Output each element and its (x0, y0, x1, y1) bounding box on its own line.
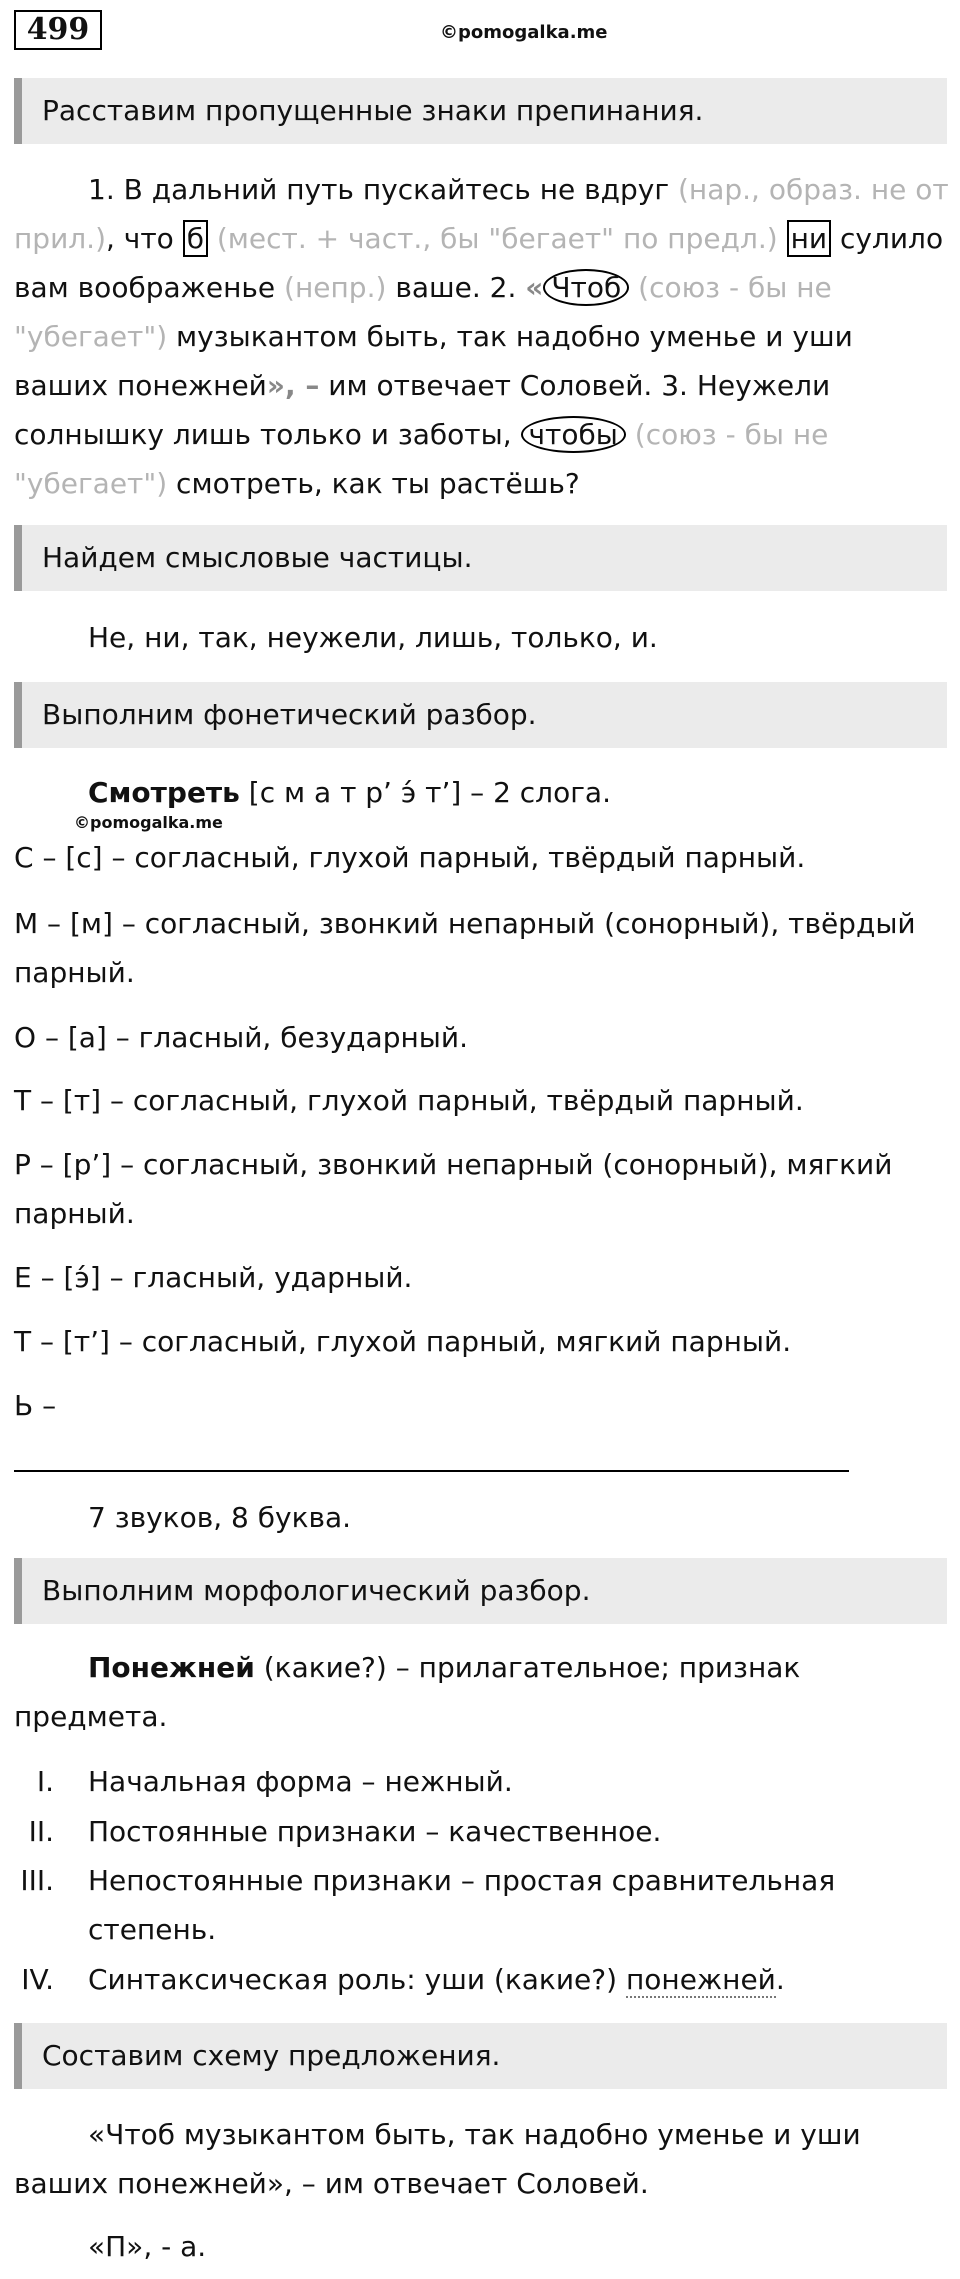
grammar-note: (союз - бы не "убегает") (14, 271, 832, 353)
conjunction-oval: чтобы (521, 416, 626, 453)
phonetic-line-8: Ь – (14, 1389, 57, 1422)
punctuation-mark: », – (266, 369, 320, 402)
sentence-scheme: «П», - а. (88, 2230, 207, 2263)
particles-list: Не, ни, так, неужели, лишь, только, и. (88, 621, 658, 654)
list-text (88, 1955, 888, 2004)
section-heading-particles: Найдем смысловые частицы. (14, 525, 947, 591)
section-heading-punctuation: Расставим пропущенные знаки препинания. (14, 78, 947, 144)
section-heading-phonetic: Выполним фонетический разбор. (14, 682, 947, 748)
text-run: сулило вам воображенье (14, 222, 944, 304)
phonetic-line-7: Т – [т’] – согласный, глухой парный, мягкий парный. (14, 1325, 792, 1358)
grammar-note: (мест. + част., бы "бегает" по предл.) (207, 222, 787, 255)
divider-line (14, 1470, 849, 1472)
phonetic-line-4: Т – [т] – согласный, глухой парный, твёрдый парный. (14, 1084, 804, 1117)
phonetic-line-2: М – [м] – согласный, звонкий непарный (сонорный), твёрдый парный. (14, 907, 916, 989)
phonetic-line-1: С – [с] – согласный, глухой парный, твёрдый парный. (14, 841, 806, 874)
list-text: Начальная форма – нежный. (88, 1765, 513, 1798)
list-text-end: . (775, 1963, 785, 1996)
particle-box: б (183, 220, 208, 257)
conjunction-oval: Чтоб (543, 269, 629, 306)
list-number: III. (20, 1864, 54, 1897)
morph-description: (какие?) – прилагательное; признак предмета. (14, 1651, 801, 1733)
section-heading-morphology: Выполним морфологический разбор. (14, 1558, 947, 1624)
phonetic-word-line (14, 768, 949, 817)
scheme-sentence: «Чтоб музыкантом быть, так надобно уменье и уши ваших понежней», – им отвечает Соловей. (14, 2118, 861, 2200)
list-number: IV. (21, 1963, 54, 1996)
list-text: Постоянные признаки – качественное. (88, 1815, 662, 1848)
sound-letter-summary: 7 звуков, 8 буква. (88, 1501, 352, 1534)
text-run: , что (106, 222, 183, 255)
text-run: смотреть, как ты растёшь? (167, 467, 580, 500)
list-text-run: Синтаксическая роль: уши (какие?) (88, 1963, 626, 1996)
task-number: 499 (14, 10, 102, 50)
text-run: 1. В дальний путь пускайтесь не вдруг (88, 173, 678, 206)
inline-watermark: ©pomogalka.me (74, 813, 223, 832)
text-run: ваше. 2. (386, 271, 526, 304)
phonetic-line-3: О – [а] – гласный, безударный. (14, 1021, 468, 1054)
list-text: Непостоянные признаки – простая сравнительная степень. (88, 1864, 836, 1946)
site-watermark: ©pomogalka.me (440, 22, 608, 43)
underlined-word: понежней (625, 1963, 776, 1996)
analyzed-word: Смотреть (88, 776, 240, 809)
grammar-note: (союз - бы не "убегает") (14, 418, 829, 500)
section-heading-scheme: Составим схему предложения. (14, 2023, 947, 2089)
list-number: II. (28, 1815, 54, 1848)
grammar-note: (непр.) (284, 271, 387, 304)
grammar-note: (нар., образ. не от прил.) (14, 173, 949, 255)
phonetic-line-5: Р – [р’] – согласный, звонкий непарный (сонорный), мягкий парный. (14, 1148, 893, 1230)
phonetic-line-6: Е – [э́] – гласный, ударный. (14, 1261, 413, 1294)
transcription: [с м а т р’ э́ т’] – 2 слога. (239, 776, 611, 809)
list-number: I. (36, 1765, 54, 1798)
analyzed-word: Понежней (88, 1651, 255, 1684)
text-run: музыкантом быть, так надобно уменье и уши ваших понежней (14, 320, 853, 402)
exercise-text (14, 165, 949, 508)
particle-box: ни (787, 220, 832, 257)
page-header (0, 0, 960, 60)
text-run: им отвечает Соловей. 3. Неужели солнышку лишь только и заботы, (14, 369, 831, 451)
punctuation-mark: « (525, 271, 544, 304)
morph-intro (14, 1643, 949, 1741)
